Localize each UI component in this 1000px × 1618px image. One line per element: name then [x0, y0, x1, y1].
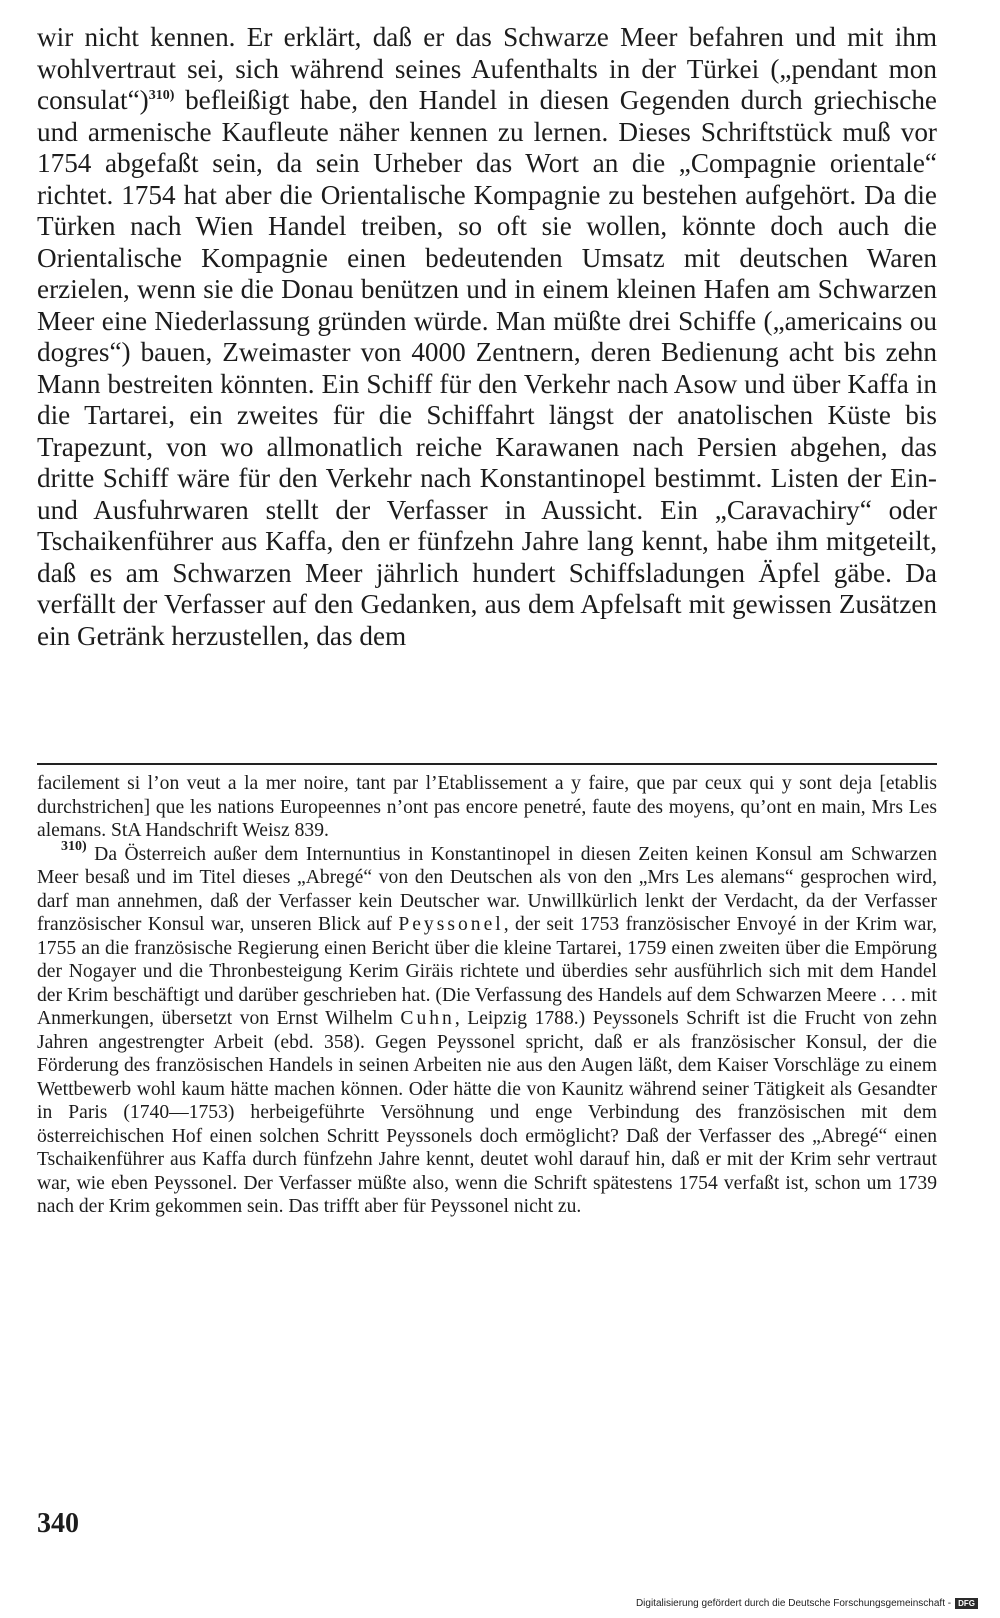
page-body	[37, 22, 937, 652]
main-text	[37, 22, 937, 652]
page-number: 340	[37, 1508, 79, 1539]
footnote-text-a: Da Österreich außer dem Internuntius in Konstantinopel in diesen Zeiten keinen Konsul am Schwarzen Meer besaß und im Titel dieses „Abregé“ von den Deutschen als von den „Mrs Les alemans“ gesprochen wird, darf man annehmen, daß der Verfasser kein Deutscher war. Unwillkürlich lenkt der Verdacht, da der Verfasser französischer Konsul war, unseren Blick auf	[37, 843, 937, 935]
dfg-logo: DFG	[955, 1598, 978, 1609]
footnote-text-b: , der seit 1753 französischer Envoyé in der Krim war, 1755 an die französische Regierung einen Bericht über die kleine Tartarei, 1759 einen zweiten über die Empörung der Nogayer und die Thronbesteigung Kerim Giräis richtete und überdies sehr ausführlich sich mit dem Handel der Krim beschäftigt und darüber geschrieben hat. (Die Verfassung des Handels auf dem Schwarzen Meere . . . mit Anmerkungen, übersetzt von Ernst Wilhelm	[37, 914, 937, 1029]
name-peyssonel: Peyssonel	[398, 914, 504, 935]
body-text-part2: befleißigt habe, den Handel in diesen Gegenden durch griechische und armenische Kaufleute näher kennen zu lernen. Dieses Schriftstück muß vor 1754 abgefaßt sein, da sein Urheber das Wort an die „Compagnie orientale“ richtet. 1754 hat aber die Orientalische Kompagnie zu bestehen aufgehört. Da die Türken nach Wien Handel treiben, so oft sie wollen, könnte doch auch die Orientalische Kompagnie einen bedeutenden Umsatz mit deutschen Waren erzielen, wenn sie die Donau benützen und in einem kleinen Hafen am Schwarzen Meer eine Niederlassung gründen würde. Man müßte drei Schiffe („americains ou dogres“) bauen, Zweimaster von 4000 Zentnern, deren Bedienung acht bis zehn Mann bestreiten könnten. Ein Schiff für den Verkehr nach Asow und über Kaffa in die Tartarei, ein zweites für die Schiffahrt längst der anatolischen Küste bis Trapezunt, von wo allmonatlich reiche Karawanen nach Persien abgehen, das dritte Schiff wäre für den Verkehr nach Konstantinopel bestimmt. Listen der Ein- und Ausfuhrwaren stellt der Verfasser in Aussicht. Ein „Caravachiry“ oder Tschaikenführer aus Kaffa, den er fünfzehn Jahre lang kennt, habe ihm mitgeteilt, daß es am Schwarzen Meer jährlich hundert Schiffsladungen Äpfel gäbe. Da verfällt der Verfasser auf den Gedanken, aus dem Apfelsaft mit gewissen Zusätzen ein Getränk herzustellen, das dem	[37, 85, 937, 651]
credit-text: Digitalisierung gefördert durch die Deutsche Forschungsgemeinschaft -	[635, 1598, 952, 1609]
footnote-310	[37, 838, 937, 1219]
footnote-continuation: facilement si l’on veut a la mer noire, tant par l’Etablissement a y faire, que par ceux qui y sont deja [etablis durchstrichen] que les nations Europeennes n’ont pas encore penetré, faute des moyens, qu’ont en main, Mrs Les alemans. StA Handschrift Weisz 839.	[37, 773, 937, 841]
name-cuhn: Cuhn	[400, 1008, 455, 1029]
body-text-part1: wir nicht kennen. Er erklärt, daß er das Schwarze Meer befahren und mit ihm wohlvertraut sei, sich während seines Aufenthalts in der Türkei („pendant mon consulat“)	[37, 22, 937, 115]
body-paragraph	[37, 22, 937, 652]
footnotes	[37, 772, 937, 1219]
digitization-credit	[636, 1598, 978, 1609]
footnote-reference: 310)	[148, 88, 175, 103]
footnote-marker: 310)	[61, 838, 87, 854]
footnote-separator	[37, 763, 937, 765]
footnote-text-c: , Leipzig 1788.) Peyssonels Schrift ist die Frucht von zehn Jahren angestrengter Arbeit (ebd. 358). Gegen Peyssonel spricht, daß er als französischer Konsul, der die Förderung des französischen Handels in seinen Arbeiten nie aus den Augen läßt, dem Kaiser Vorschläge zu einem Wettbewerb wohl kaum hätte machen können. Oder hätte die von Kaunitz während seiner Tätigkeit als Gesandter in Paris (1740—1753) herbeigeführte Versöhnung und enge Verbindung des französischen mit dem österreichischen Hof einen solchen Schritt Peyssonels doch ermöglicht? Daß der Verfasser des „Abregé“ einen Tschaikenführer aus Kaffa durch fünfzehn Jahre kennt, deutet wohl darauf hin, daß er mit der Krim sehr vertraut war, wie eben Peyssonel. Der Verfasser müßte also, wenn die Schrift spätestens 1754 verfaßt ist, schon um 1739 nach der Krim gekommen sein. Das trifft aber für Peyssonel nicht zu.	[37, 1008, 937, 1217]
